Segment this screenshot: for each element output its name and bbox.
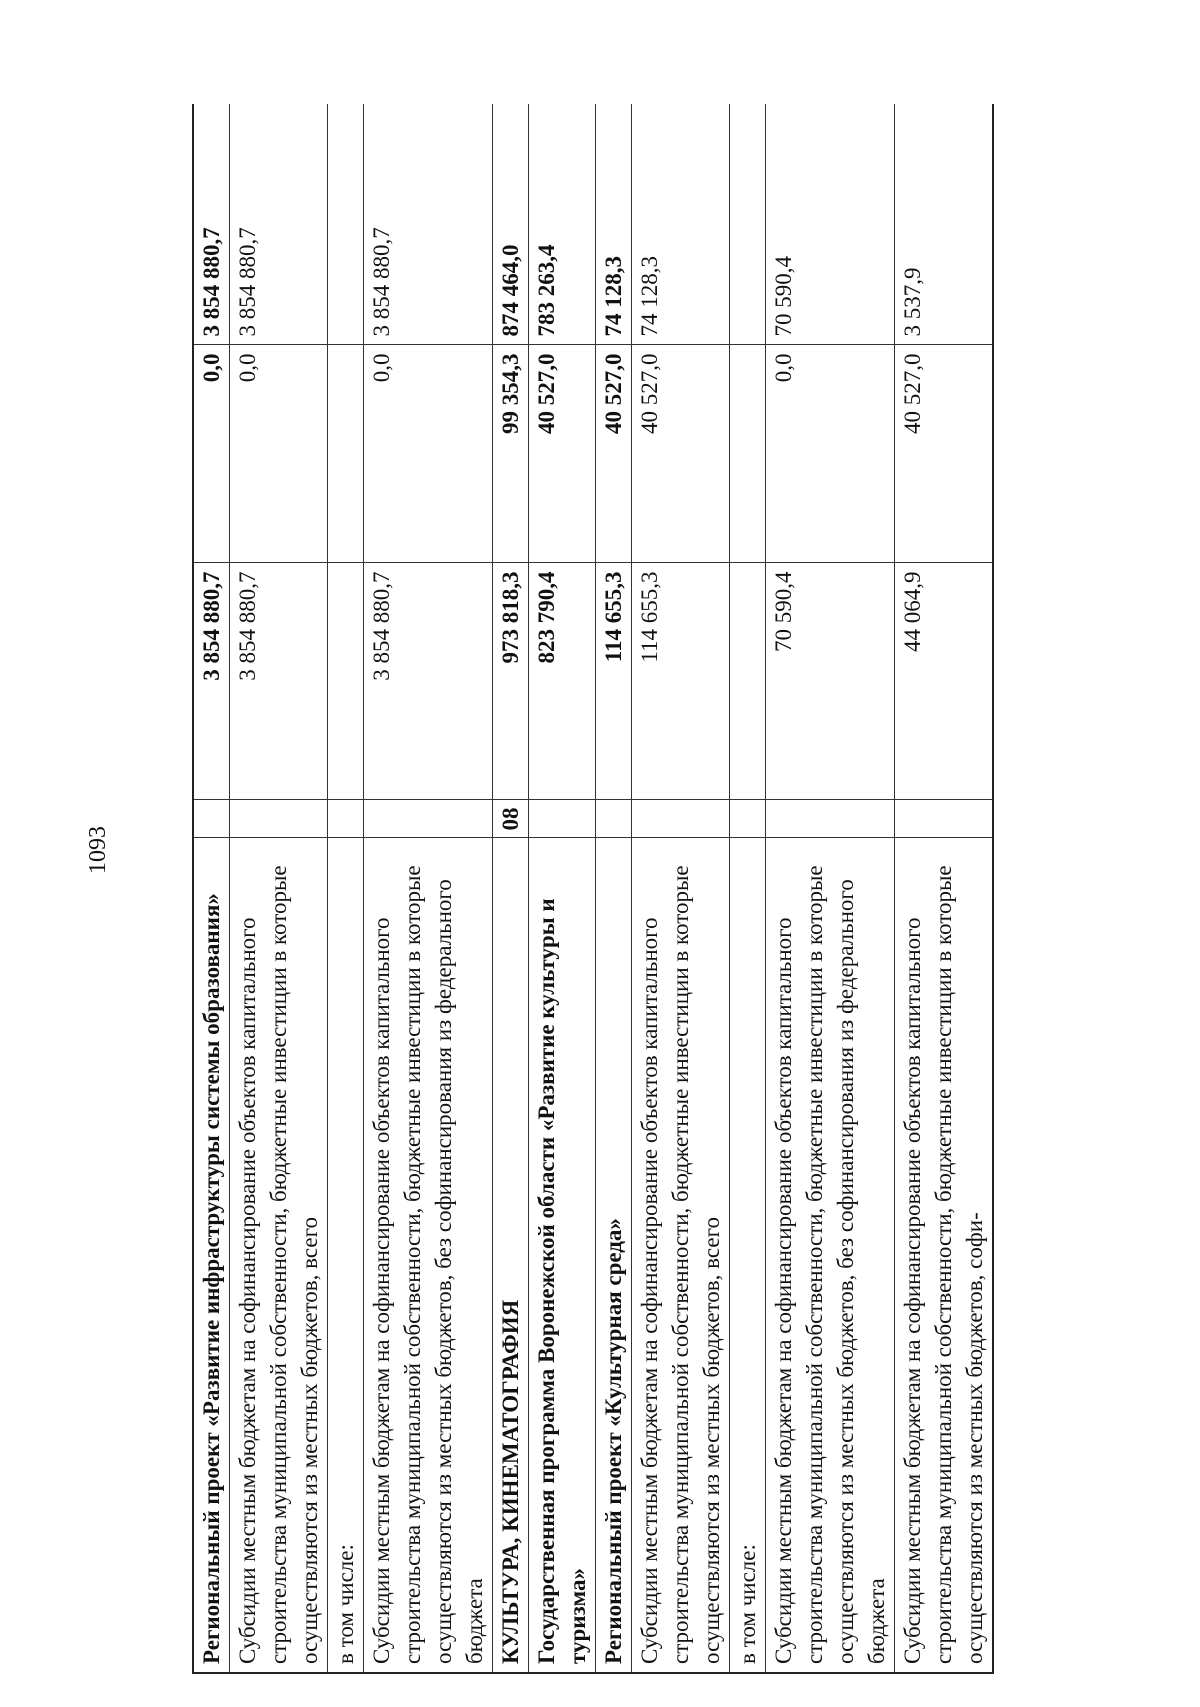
amount-total-cell: 114 655,3 xyxy=(632,563,730,800)
table-row xyxy=(493,104,529,1673)
amount-total-cell: 70 590,4 xyxy=(766,563,895,800)
amount-total-cell: 3 854 880,7 xyxy=(364,563,493,800)
page-number: 1093 xyxy=(85,826,111,874)
amount-federal-cell: 0,0 xyxy=(193,345,230,563)
amount-regional-cell xyxy=(328,104,364,345)
name-cell: Субсидии местным бюджетам на софинансирование объектов капитального строительства муниципальной собственности, бюджетные инвестиции в которые осуществляются из местных бюджетов, всего xyxy=(632,838,730,1673)
amount-total-cell xyxy=(328,563,364,800)
amount-federal-cell: 40 527,0 xyxy=(529,345,596,563)
amount-regional-cell: 70 590,4 xyxy=(766,104,895,345)
amount-federal-cell: 40 527,0 xyxy=(895,345,994,563)
amount-federal-cell: 0,0 xyxy=(364,345,493,563)
amount-regional-cell: 3 854 880,7 xyxy=(364,104,493,345)
section-code-cell: 08 xyxy=(493,800,529,838)
section-code-cell xyxy=(328,800,364,838)
section-code-cell xyxy=(364,800,493,838)
amount-regional-cell: 74 128,3 xyxy=(632,104,730,345)
table-row xyxy=(328,104,364,1673)
budget-table xyxy=(192,104,994,1674)
name-cell: КУЛЬТУРА, КИНЕМАТОГРАФИЯ xyxy=(493,838,529,1673)
table-row xyxy=(766,104,895,1673)
name-cell: Региональный проект «Развитие инфраструктуры системы образования» xyxy=(193,838,230,1673)
name-cell: Субсидии местным бюджетам на софинансирование объектов капитального строительства муниципальной собственности, бюджетные инвестиции в которые осуществляются из местных бюджетов, без софинансирования из федерального бюджета xyxy=(364,838,493,1673)
section-code-cell xyxy=(596,800,632,838)
amount-regional-cell: 783 263,4 xyxy=(529,104,596,345)
name-cell: в том числе: xyxy=(328,838,364,1673)
amount-federal-cell: 40 527,0 xyxy=(596,345,632,563)
amount-federal-cell: 40 527,0 xyxy=(632,345,730,563)
name-cell: Региональный проект «Культурная среда» xyxy=(596,838,632,1673)
amount-total-cell xyxy=(730,563,766,800)
amount-total-cell: 44 064,9 xyxy=(895,563,994,800)
amount-regional-cell: 74 128,3 xyxy=(596,104,632,345)
amount-regional-cell: 3 854 880,7 xyxy=(193,104,230,345)
table-row xyxy=(529,104,596,1673)
table-row xyxy=(193,104,230,1673)
amount-federal-cell: 99 354,3 xyxy=(493,345,529,563)
rotated-table-viewport xyxy=(192,104,1012,1674)
table-row xyxy=(364,104,493,1673)
amount-regional-cell: 3 854 880,7 xyxy=(230,104,328,345)
table-row xyxy=(730,104,766,1673)
amount-federal-cell xyxy=(730,345,766,563)
name-cell: Государственная программа Воронежской области «Развитие культуры и туризма» xyxy=(529,838,596,1673)
table-row xyxy=(632,104,730,1673)
name-cell: в том числе: xyxy=(730,838,766,1673)
amount-regional-cell: 3 537,9 xyxy=(895,104,994,345)
name-cell: Субсидии местным бюджетам на софинансирование объектов капитального строительства муниципальной собственности, бюджетные инвестиции в которые осуществляются из местных бюджетов, всего xyxy=(230,838,328,1673)
section-code-cell xyxy=(230,800,328,838)
section-code-cell xyxy=(529,800,596,838)
section-code-cell xyxy=(632,800,730,838)
amount-total-cell: 823 790,4 xyxy=(529,563,596,800)
amount-federal-cell: 0,0 xyxy=(230,345,328,563)
amount-total-cell: 973 818,3 xyxy=(493,563,529,800)
amount-federal-cell: 0,0 xyxy=(766,345,895,563)
name-cell: Субсидии местным бюджетам на софинансирование объектов капитального строительства муниципальной собственности, бюджетные инвестиции в которые осуществляются из местных бюджетов, софи- xyxy=(895,838,994,1673)
amount-regional-cell: 874 464,0 xyxy=(493,104,529,345)
name-cell: Субсидии местным бюджетам на софинансирование объектов капитального строительства муниципальной собственности, бюджетные инвестиции в которые осуществляются из местных бюджетов, без софинансирования из федерального бюджета xyxy=(766,838,895,1673)
section-code-cell xyxy=(895,800,994,838)
amount-total-cell: 114 655,3 xyxy=(596,563,632,800)
table-row xyxy=(230,104,328,1673)
budget-table-frame xyxy=(192,104,1012,1674)
table-row xyxy=(895,104,994,1673)
section-code-cell xyxy=(730,800,766,838)
budget-table-body xyxy=(193,104,993,1673)
amount-total-cell: 3 854 880,7 xyxy=(193,563,230,800)
section-code-cell xyxy=(193,800,230,838)
table-row xyxy=(596,104,632,1673)
section-code-cell xyxy=(766,800,895,838)
amount-regional-cell xyxy=(730,104,766,345)
amount-total-cell: 3 854 880,7 xyxy=(230,563,328,800)
amount-federal-cell xyxy=(328,345,364,563)
